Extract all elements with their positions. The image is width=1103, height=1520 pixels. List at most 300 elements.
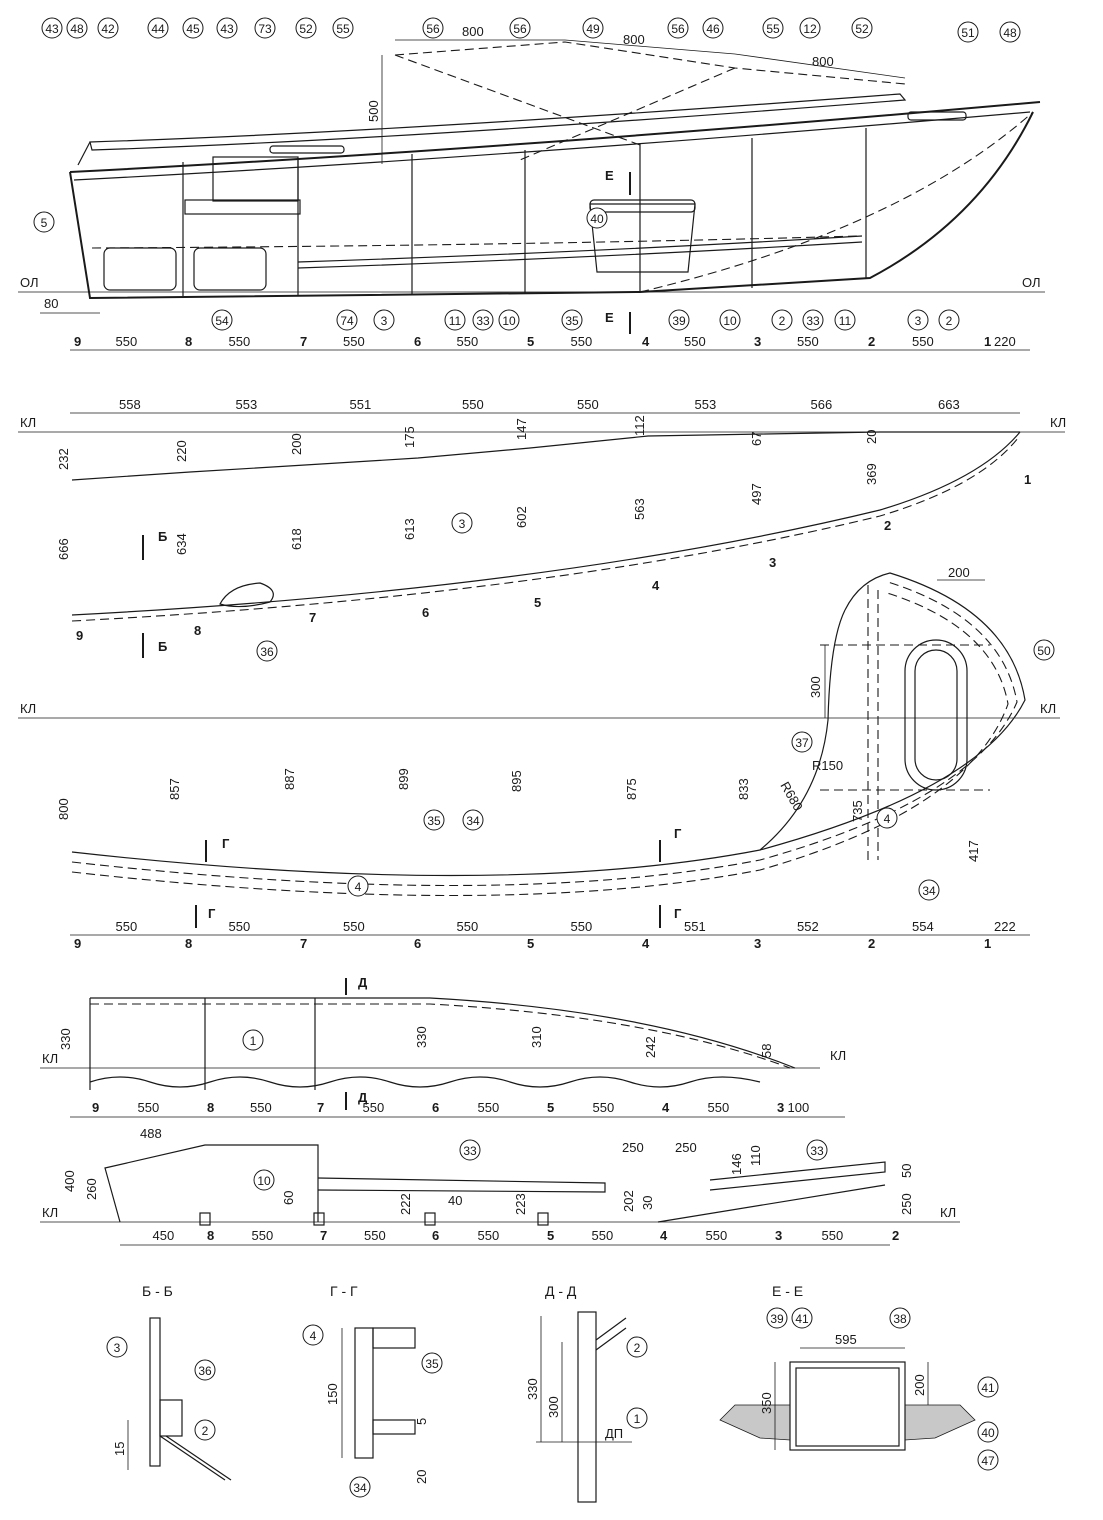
section-dd [525,1283,632,1502]
bp-station-7: 7 [309,610,317,625]
svg-text:34: 34 [466,814,480,828]
callout-42 [98,18,118,38]
upper-dim: 175 [402,426,417,448]
keel-dim: 30 [640,1195,655,1210]
tp-station-9: 9 [92,1100,100,1115]
transom-station-dim: 550 [250,1100,272,1115]
kp-station-4: 4 [660,1228,668,1243]
sp-station-1: 1 [984,936,992,951]
transom-callouts [243,1030,263,1050]
bottom-plate [18,397,1066,661]
svg-text:74: 74 [340,314,354,328]
bp-station-3: 3 [769,555,777,570]
station-1: 1 [984,334,992,349]
svg-text:48: 48 [70,22,84,36]
plate-top-dim: 558 [119,397,141,412]
keel-dim: 50 [899,1163,914,1178]
svg-text:34: 34 [922,884,936,898]
dim-20: 20 [414,1469,429,1484]
transom-station-dim: 550 [477,1100,500,1115]
lower-dim: 666 [56,538,71,560]
svg-text:36: 36 [198,1364,212,1378]
lower-dim: 369 [864,463,879,485]
sp-station-3: 3 [754,936,762,951]
transom-station-dim: 550 [137,1100,160,1115]
callout-11 [445,310,465,330]
keel-dim: 40 [448,1193,463,1208]
svg-text:49: 49 [586,22,600,36]
keel-station-dim: 550 [477,1228,500,1243]
svg-text:47: 47 [981,1454,995,1468]
upper-dim: 220 [174,440,189,462]
svg-text:10: 10 [257,1174,271,1188]
callout-4 [877,808,897,828]
sp-station-9: 9 [74,936,82,951]
bottom-plate-labels [56,397,1031,643]
svg-text:46: 46 [706,22,720,36]
svg-text:1: 1 [633,1412,641,1426]
plate-station-dim: 550 [343,919,365,934]
keel-dim: 250 [622,1140,644,1155]
dim-500: 500 [366,100,381,122]
upper-dim: 112 [632,415,647,436]
svg-text:54: 54 [215,314,229,328]
callout-12 [800,18,820,38]
callout-3 [452,513,472,533]
tp-station-3: 3 [777,1100,785,1115]
callout-34 [919,880,939,900]
keel-dim: 60 [281,1190,296,1205]
callout-39 [767,1308,787,1328]
tp-station-4: 4 [662,1100,670,1115]
callout-3 [374,310,394,330]
callout-43 [42,18,62,38]
keel-dim: 400 [62,1170,77,1192]
callout-46 [703,18,723,38]
lower-dim: 563 [632,498,647,520]
section-mark-g-2: Г [208,906,216,921]
svg-text:2: 2 [778,314,786,328]
callout-74 [337,310,357,330]
callout-56 [668,18,688,38]
svg-text:36: 36 [260,645,274,659]
callout-35 [422,1353,442,1373]
callout-38 [890,1308,910,1328]
callout-1 [243,1030,263,1050]
svg-text:56: 56 [671,22,685,36]
keel-dim: 250 [675,1140,697,1155]
bp-station-5: 5 [534,595,542,610]
kp-station-3: 3 [775,1228,783,1243]
plate-top-dim: 553 [235,397,258,412]
svg-text:52: 52 [855,22,869,36]
tp-station-8: 8 [207,1100,215,1115]
keel-station-dim: 450 [152,1228,175,1243]
lower-dim: 618 [289,528,304,550]
callout-56 [510,18,530,38]
section-mark-e-top: Е [605,168,614,183]
keel-station-dim: 550 [705,1228,728,1243]
keel-station-dim: 550 [364,1228,386,1243]
svg-text:55: 55 [766,22,780,36]
callout-52 [296,18,316,38]
svg-text:10: 10 [502,314,516,328]
plate-station-dim: 554 [912,919,934,934]
callout-10 [254,1170,274,1190]
kl-label-right-2: КЛ [1040,701,1057,716]
station-dim: 550 [115,334,138,349]
callout-48 [67,18,87,38]
sp-station-2: 2 [868,936,876,951]
lower-dim: 497 [749,483,764,505]
svg-text:45: 45 [186,22,200,36]
callout-44 [148,18,168,38]
section-mark-b-top: Б [158,529,168,544]
dim-200-b: 200 [912,1374,927,1396]
svg-text:40: 40 [981,1426,995,1440]
callout-54 [212,310,232,330]
plate-station-dim: 550 [115,919,138,934]
callout-3 [908,310,928,330]
keel-dim: 488 [140,1126,162,1141]
callout-73 [255,18,275,38]
section-bb [112,1283,231,1480]
callout-34 [350,1477,370,1497]
keel-dim: 223 [513,1193,528,1215]
callout-36 [195,1360,215,1380]
station-dim: 550 [456,334,479,349]
section-mark-g-1: Г [222,836,230,851]
sp-station-5: 5 [527,936,535,951]
svg-text:2: 2 [201,1424,209,1438]
svg-text:41: 41 [981,1381,995,1395]
svg-text:4: 4 [354,880,362,894]
svg-text:37: 37 [795,736,809,750]
dim-80: 80 [44,296,59,311]
bp-station-4: 4 [652,578,660,593]
section-dd-title: Д - Д [545,1283,577,1299]
section-gg-title: Г - Г [330,1283,358,1299]
callout-5 [34,212,54,232]
plate-station-dim: 222 [994,919,1016,934]
svg-text:11: 11 [838,314,852,328]
keel-dim: 202 [621,1190,636,1212]
callout-3 [107,1337,127,1357]
dim-350: 350 [759,1392,774,1414]
dim-15: 15 [112,1441,127,1456]
kl-label-right-4: КЛ [940,1205,957,1220]
callout-33 [807,1140,827,1160]
baseline-label-right: ОЛ [1022,275,1041,290]
dim-300-b: 300 [546,1396,561,1418]
svg-text:55: 55 [336,22,350,36]
svg-text:38: 38 [893,1312,907,1326]
keel-dim: 146 [729,1153,744,1175]
svg-text:35: 35 [565,314,579,328]
station-dim: 550 [684,334,706,349]
transom-part [40,975,846,1117]
callout-45 [183,18,203,38]
svg-text:2: 2 [945,314,953,328]
kp-station-8: 8 [207,1228,215,1243]
keel-station-dim: 550 [591,1228,614,1243]
svg-text:40: 40 [590,212,604,226]
plate-height: 417 [966,840,981,862]
radius-150: R150 [812,758,844,773]
transom-height: 330 [58,1028,73,1050]
keel-station-dim: 550 [251,1228,274,1243]
lower-dim: 634 [174,533,189,555]
station-dim: 550 [797,334,819,349]
upper-dim: 147 [514,418,529,440]
svg-text:56: 56 [513,22,527,36]
callout-40 [978,1422,998,1442]
callout-10 [499,310,519,330]
svg-text:44: 44 [151,22,165,36]
callout-10 [720,310,740,330]
tp-station-7: 7 [317,1100,325,1115]
bp-station-9: 9 [76,628,84,643]
station-8: 8 [185,334,193,349]
callout-41 [978,1377,998,1397]
callout-34 [463,810,483,830]
callout-2 [939,310,959,330]
station-dim: 220 [994,334,1016,349]
kl-label-left-3: КЛ [42,1051,59,1066]
svg-text:50: 50 [1037,644,1051,658]
keel-station-dim: 550 [821,1228,844,1243]
dim-150: 150 [325,1383,340,1405]
plate-height: 895 [509,770,524,792]
svg-text:51: 51 [961,26,975,40]
svg-text:52: 52 [299,22,313,36]
keel-dim: 250 [899,1193,914,1215]
plate-height: 800 [56,798,71,820]
dim-800-b: 800 [623,32,645,47]
callout-35 [424,810,444,830]
sp-station-8: 8 [185,936,193,951]
svg-text:39: 39 [672,314,686,328]
svg-text:39: 39 [770,1312,784,1326]
transom-height: 58 [759,1043,774,1058]
plate-top-dim: 663 [938,397,960,412]
plate-station-dim: 552 [797,919,819,934]
dim-800-a: 800 [462,24,484,39]
plate-station-dim: 550 [456,919,479,934]
svg-text:42: 42 [101,22,115,36]
callout-56 [423,18,443,38]
upper-dim: 200 [289,433,304,455]
callout-1 [627,1408,647,1428]
svg-text:73: 73 [258,22,272,36]
kp-station-7: 7 [320,1228,328,1243]
callout-2 [772,310,792,330]
callout-33 [460,1140,480,1160]
dim-330: 330 [525,1378,540,1400]
upper-dim: 67 [749,431,764,446]
svg-text:33: 33 [476,314,490,328]
svg-text:3: 3 [380,314,388,328]
kl-label-left-2: КЛ [20,701,37,716]
svg-text:4: 4 [883,812,891,826]
baseline-label-left: ОЛ [20,275,39,290]
kp-station-5: 5 [547,1228,555,1243]
svg-text:12: 12 [803,22,817,36]
transom-height: 242 [643,1036,658,1058]
dim-5: 5 [414,1417,429,1425]
kl-label-left-4: КЛ [42,1205,59,1220]
keel-dim: 260 [84,1178,99,1200]
section-mark-g-3: Г [674,826,682,841]
side-plate [18,565,1060,951]
section-gg [325,1283,429,1484]
sp-station-6: 6 [414,936,422,951]
callout-39 [669,310,689,330]
callout-43 [217,18,237,38]
svg-text:35: 35 [425,1357,439,1371]
svg-text:2: 2 [633,1341,641,1355]
svg-text:41: 41 [795,1312,809,1326]
svg-text:35: 35 [427,814,441,828]
transom-station-dim: 100 [787,1100,810,1115]
svg-text:33: 33 [806,314,820,328]
section-ee [720,1283,975,1450]
callout-49 [583,18,603,38]
side-plate-labels [56,768,1016,951]
section-mark-e-bottom: Е [605,310,614,325]
dim-200: 200 [948,565,970,580]
keel-dim: 110 [748,1145,763,1166]
svg-text:1: 1 [249,1034,257,1048]
side-view [18,18,1045,350]
callout-2 [195,1420,215,1440]
upper-dim: 232 [56,448,71,470]
lower-dim: 602 [514,506,529,528]
callout-40 [587,208,607,228]
bp-station-2: 2 [884,518,892,533]
svg-text:5: 5 [40,216,48,230]
callout-50 [1034,640,1054,660]
plate-station-dim: 551 [684,919,706,934]
callout-41 [792,1308,812,1328]
svg-text:3: 3 [458,517,466,531]
plate-top-dim: 550 [577,397,599,412]
tp-station-5: 5 [547,1100,555,1115]
callout-2 [627,1337,647,1357]
plate-height: 887 [282,768,297,790]
station-7: 7 [300,334,308,349]
dp-label: ДП [605,1426,624,1441]
sp-station-7: 7 [300,936,308,951]
callout-33 [803,310,823,330]
callout-11 [835,310,855,330]
section-mark-d-bottom: Д [358,1090,368,1105]
svg-text:3: 3 [914,314,922,328]
svg-text:33: 33 [463,1144,477,1158]
radius-680: R680 [777,779,806,814]
svg-text:48: 48 [1003,26,1017,40]
keel-labels [62,1126,914,1243]
section-mark-d-top: Д [358,975,368,990]
bp-station-8: 8 [194,623,202,638]
keel-part [40,1126,960,1245]
callout-37 [792,732,812,752]
svg-text:43: 43 [220,22,234,36]
station-dim: 550 [228,334,251,349]
dim-595: 595 [835,1332,857,1347]
bp-station-1: 1 [1024,472,1032,487]
plate-station-dim: 550 [228,919,251,934]
side-station-labels [74,334,1016,349]
transom-height: 310 [529,1026,544,1048]
svg-text:34: 34 [353,1481,367,1495]
bp-station-6: 6 [422,605,430,620]
dim-300: 300 [808,676,823,698]
lower-dim: 613 [402,518,417,540]
station-3: 3 [754,334,762,349]
station-dim: 550 [570,334,593,349]
callout-35 [562,310,582,330]
kp-station-6: 6 [432,1228,440,1243]
callout-4 [303,1325,323,1345]
plate-height: 833 [736,778,751,800]
svg-text:3: 3 [113,1341,121,1355]
side-plate-callouts [348,640,1057,900]
plate-top-dim: 550 [462,397,484,412]
callout-51 [958,22,978,42]
plate-height: 899 [396,768,411,790]
station-4: 4 [642,334,650,349]
kl-label-left: КЛ [20,415,37,430]
kl-label-right: КЛ [1050,415,1067,430]
transom-station-dim: 550 [707,1100,730,1115]
plate-height: 735 [850,800,865,822]
section-mark-g-4: Г [674,906,682,921]
svg-text:43: 43 [45,22,59,36]
section-bb-title: Б - Б [142,1283,173,1299]
station-5: 5 [527,334,535,349]
callout-48 [1000,22,1020,42]
callout-47 [978,1450,998,1470]
station-dim: 550 [343,334,365,349]
callout-55 [333,18,353,38]
station-dim: 550 [912,334,934,349]
svg-text:10: 10 [723,314,737,328]
dim-800-c: 800 [812,54,834,69]
plate-top-dim: 566 [810,397,833,412]
svg-text:33: 33 [810,1144,824,1158]
section-ee-title: Е - Е [772,1283,804,1299]
callout-52 [852,18,872,38]
svg-text:11: 11 [448,314,462,328]
kp-station-2: 2 [892,1228,900,1243]
transom-station-dim: 550 [592,1100,615,1115]
station-2: 2 [868,334,876,349]
upper-dim: 20 [864,429,879,444]
sp-station-4: 4 [642,936,650,951]
tp-station-6: 6 [432,1100,440,1115]
plate-height: 875 [624,778,639,800]
svg-text:56: 56 [426,22,440,36]
svg-text:4: 4 [309,1329,317,1343]
callout-36 [257,641,277,661]
plate-top-dim: 551 [349,397,372,412]
plate-station-dim: 550 [570,919,593,934]
section-mark-b-bottom: Б [158,639,168,654]
plate-top-dim: 553 [694,397,717,412]
station-9: 9 [74,334,82,349]
transom-station-dim: 550 [362,1100,385,1115]
